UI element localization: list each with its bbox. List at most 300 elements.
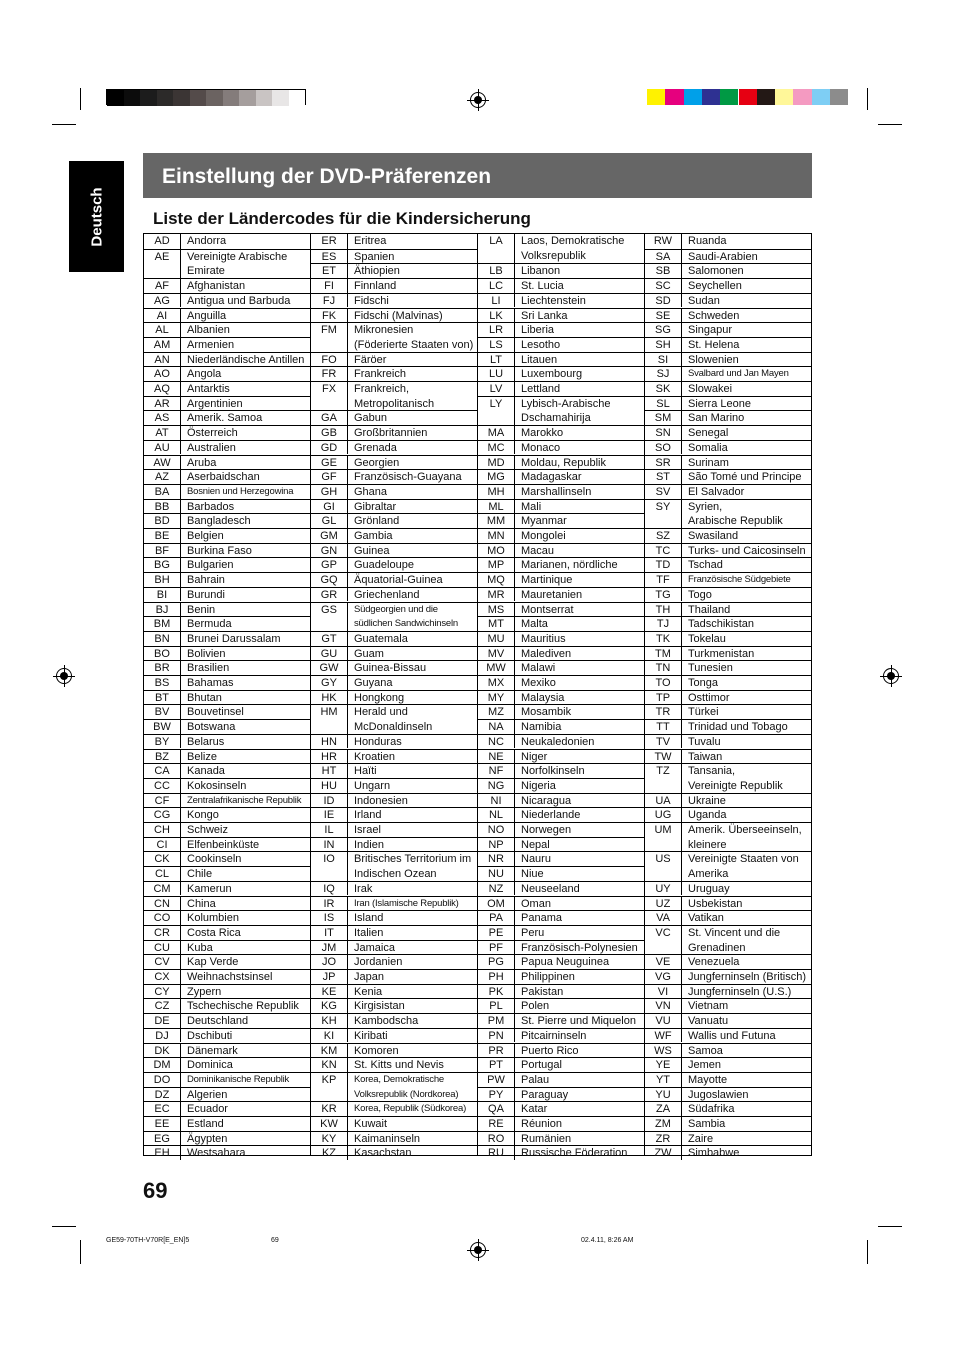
country-row [645, 675, 811, 690]
cell-divider [347, 779, 348, 793]
calibration-swatch [157, 90, 174, 106]
country-code: MD [487, 456, 505, 469]
country-name: Kenia [354, 985, 383, 998]
country-name: Somalia [688, 441, 728, 454]
country-code: NF [488, 765, 504, 778]
country-name: Ägypten [187, 1132, 228, 1145]
cell-divider [347, 632, 348, 646]
calibration-swatch [140, 90, 157, 106]
cell-divider [180, 985, 181, 999]
country-code: SA [655, 250, 671, 263]
cell-divider [347, 852, 348, 880]
country-name: Cookinseln [187, 853, 242, 866]
country-name: São Tomé und Principe [688, 471, 802, 484]
calibration-swatch [256, 90, 273, 106]
cell-divider [180, 573, 181, 587]
country-row [645, 719, 811, 734]
cell-divider [180, 808, 181, 822]
cell-divider [681, 705, 682, 719]
country-code: OM [487, 897, 505, 910]
country-code: GU [320, 647, 338, 660]
country-name: Mayotte [688, 1073, 728, 1086]
cell-divider [681, 882, 682, 896]
cell-divider [180, 999, 181, 1013]
country-code: SC [655, 280, 671, 293]
country-code: CK [154, 853, 170, 866]
country-name: Pitcairninseln [521, 1029, 587, 1042]
calibration-swatch [206, 90, 223, 106]
country-name: Bosnien und Herzegowina [187, 485, 294, 497]
cell-divider [514, 1088, 515, 1102]
country-row [311, 513, 477, 528]
crop-mark [52, 124, 76, 125]
country-name: Burkina Faso [187, 544, 252, 557]
cell-divider [180, 676, 181, 690]
country-name: Rumänien [521, 1132, 572, 1145]
country-row [144, 896, 310, 911]
calibration-swatch [124, 90, 141, 106]
country-row [311, 1116, 477, 1131]
country-name: Grenadinen [688, 941, 746, 954]
cell-divider [347, 882, 348, 896]
country-name: Ungarn [354, 779, 391, 792]
cell-divider [180, 470, 181, 484]
country-code: BO [154, 647, 170, 660]
country-row [478, 925, 644, 940]
cell-divider [180, 441, 181, 455]
country-code: FX [321, 383, 337, 395]
cell-divider [347, 367, 348, 381]
cell-divider [180, 779, 181, 793]
country-row [478, 1043, 644, 1058]
country-code: BI [156, 588, 168, 601]
cell-divider [180, 1044, 181, 1058]
country-name: Volksrepublik (Nordkorea) [354, 1088, 459, 1100]
country-code: BJ [155, 603, 169, 616]
country-name: Hongkong [354, 691, 405, 704]
cell-divider [681, 691, 682, 705]
cell-divider [180, 485, 181, 499]
country-row [478, 293, 644, 308]
country-code: CO [153, 912, 171, 925]
country-code: PY [488, 1088, 504, 1101]
country-name: Bahamas [187, 677, 234, 689]
country-name: Kambodscha [354, 1015, 419, 1028]
cell-divider [347, 426, 348, 440]
country-code: BG [154, 559, 170, 572]
country-row [478, 278, 644, 293]
country-name: Svalbard und Jan Mayen [688, 368, 789, 380]
country-row [645, 749, 811, 764]
country-code: FK [321, 309, 337, 322]
country-row [311, 910, 477, 925]
country-code: MY [487, 691, 505, 704]
country-row [311, 807, 477, 822]
country-row [144, 499, 310, 514]
country-code: HK [321, 691, 337, 704]
country-code: MM [486, 515, 506, 528]
country-name: Niederländische Antillen [187, 353, 305, 366]
calibration-swatch [190, 90, 207, 106]
country-name: (Föderierte Staaten von) [354, 338, 474, 351]
cell-divider [681, 603, 682, 617]
country-code: VI [657, 985, 669, 998]
country-name: Färöer [354, 353, 387, 366]
country-row [144, 543, 310, 558]
country-row [311, 896, 477, 911]
calibration-swatch [173, 90, 190, 106]
country-row [478, 234, 644, 263]
cell-divider [180, 838, 181, 852]
cell-divider [347, 794, 348, 808]
country-code: AG [154, 294, 170, 307]
country-name: Samoa [688, 1044, 723, 1057]
cell-divider [514, 367, 515, 381]
country-row [311, 278, 477, 293]
country-row [311, 646, 477, 661]
country-name: Bangladesch [187, 515, 251, 528]
cell-divider [514, 456, 515, 470]
country-name: Marianen, nördliche [521, 559, 618, 572]
calibration-swatch [239, 90, 256, 106]
country-name: Schweiz [187, 824, 228, 836]
country-row [645, 998, 811, 1013]
country-code: CM [153, 882, 171, 895]
cell-divider [347, 705, 348, 733]
country-row [311, 308, 477, 323]
cell-divider [514, 279, 515, 293]
country-name: Kiribati [354, 1029, 388, 1042]
country-name: Äthiopien [354, 265, 400, 278]
country-name: Korea, Republik (Südkorea) [354, 1103, 467, 1115]
country-name: Volksrepublik [521, 249, 586, 262]
country-row [478, 910, 644, 925]
cell-divider [347, 456, 348, 470]
country-code: BB [154, 500, 170, 513]
country-name: Kroatien [354, 750, 395, 763]
country-name: Vanuatu [688, 1015, 729, 1028]
country-code: WS [654, 1044, 672, 1057]
country-name: Elfenbeinküste [187, 838, 260, 851]
country-name: Guinea-Bissau [354, 662, 427, 675]
country-code: ET [321, 265, 337, 278]
country-row [645, 1043, 811, 1058]
country-row [645, 1072, 811, 1087]
country-code: CF [154, 794, 170, 807]
cell-divider [514, 500, 515, 514]
country-row [311, 690, 477, 705]
country-row [478, 793, 644, 808]
country-code: MS [487, 603, 505, 616]
country-code: FR [321, 368, 337, 381]
country-code: DM [153, 1059, 171, 1072]
country-name: Montserrat [521, 603, 574, 616]
country-code: SM [654, 412, 672, 425]
calibration-swatch [223, 90, 240, 106]
country-code: TM [655, 647, 671, 660]
country-name: kleinere [688, 838, 727, 851]
cell-divider [681, 985, 682, 999]
country-name: Tonga [688, 677, 718, 689]
footer-timestamp: 02.4.11, 8:26 AM [581, 1237, 634, 1244]
country-name: Norfolkinseln [521, 765, 585, 778]
country-row [144, 1101, 310, 1116]
country-code: MA [487, 427, 505, 440]
cell-divider [347, 985, 348, 999]
cell-divider [180, 1014, 181, 1028]
country-code: AQ [154, 383, 170, 395]
country-row [144, 969, 310, 984]
country-name: Syrien, [688, 500, 723, 513]
country-code: NE [488, 750, 504, 763]
cell-divider [681, 970, 682, 984]
cell-divider [514, 353, 515, 367]
country-name: Bahrain [187, 574, 225, 587]
calibration-swatch [272, 90, 289, 106]
country-code: VG [655, 971, 671, 983]
country-name: Antigua und Barbuda [187, 294, 291, 307]
cell-divider [514, 926, 515, 940]
cell-divider [681, 1102, 682, 1116]
cell-divider [180, 1088, 181, 1102]
country-code: FM [321, 324, 337, 337]
country-row [645, 1087, 811, 1102]
country-name: Britisches Territorium im [354, 853, 472, 866]
cell-divider [347, 999, 348, 1013]
country-code: CH [154, 824, 170, 836]
country-name: Irak [354, 882, 373, 895]
country-row [478, 896, 644, 911]
country-name: Israel [354, 824, 381, 836]
country-name: St. Vincent und die [688, 926, 781, 939]
cell-divider [681, 632, 682, 646]
country-name: Martinique [521, 574, 573, 587]
country-name: Bouvetinsel [187, 706, 244, 719]
country-code: KG [321, 1000, 337, 1013]
country-name: Brunei Darussalam [187, 632, 281, 645]
country-name: Französische Südgebiete [688, 574, 791, 586]
country-code: SO [655, 441, 671, 454]
country-code: GD [320, 441, 338, 454]
cell-divider [347, 544, 348, 558]
country-name: Vatikan [688, 912, 724, 925]
country-row [144, 1072, 310, 1087]
cell-divider [180, 1117, 181, 1131]
country-code: CY [154, 985, 170, 998]
country-row [144, 455, 310, 470]
country-row [311, 557, 477, 572]
cell-divider [180, 764, 181, 778]
country-code: NC [488, 735, 504, 748]
country-row [144, 572, 310, 587]
country-row [478, 1057, 644, 1072]
country-name: Französisch-Polynesien [521, 941, 638, 954]
country-code: GM [320, 530, 338, 542]
cell-divider [681, 1132, 682, 1146]
country-name: Trinidad und Tobago [688, 721, 788, 734]
cell-divider [514, 323, 515, 337]
country-row [645, 396, 811, 411]
country-row [645, 572, 811, 587]
cell-divider [347, 911, 348, 925]
country-name: Vietnam [688, 1000, 729, 1013]
country-name: Vereinigte Arabische [187, 250, 288, 263]
cell-divider [514, 632, 515, 646]
color-calibration-bar [647, 89, 848, 105]
cell-divider [180, 514, 181, 528]
country-code: BF [154, 544, 170, 557]
country-code: IE [323, 809, 335, 822]
cell-divider [514, 485, 515, 499]
country-code: GI [323, 500, 335, 513]
cell-divider [180, 382, 181, 396]
country-row [645, 1101, 811, 1116]
country-code: ZW [654, 1147, 672, 1160]
country-row [311, 410, 477, 425]
country-row [311, 234, 477, 249]
country-row [478, 557, 644, 572]
cell-divider [681, 823, 682, 851]
footer-doc-id: GE59-70TH-V70R[E_EN]5 [106, 1237, 190, 1244]
grayscale-calibration-bar [106, 89, 306, 105]
country-name: Jordanien [354, 956, 403, 969]
country-name: Gambia [354, 530, 393, 542]
country-name: Mauretanien [521, 588, 583, 601]
country-name: Sierra Leone [688, 397, 751, 410]
country-row [144, 440, 310, 455]
cell-divider [681, 647, 682, 661]
country-name: Burundi [187, 588, 225, 601]
country-row [645, 602, 811, 617]
cell-divider [514, 558, 515, 572]
country-code: UY [655, 882, 671, 895]
country-code: MR [487, 588, 505, 601]
country-name: St. Kitts und Nevis [354, 1059, 444, 1072]
country-name: Jemen [688, 1059, 722, 1072]
country-row [645, 469, 811, 484]
calibration-swatch [665, 89, 683, 105]
cell-divider [514, 470, 515, 484]
country-name: Singapur [688, 324, 733, 337]
country-row [144, 734, 310, 749]
cell-divider [347, 353, 348, 367]
cell-divider [347, 558, 348, 572]
country-name: südlichen Sandwichinseln [354, 618, 458, 630]
cell-divider [681, 323, 682, 337]
country-name: Oman [521, 897, 551, 910]
country-name: Jamaica [354, 941, 395, 954]
country-code: TO [655, 677, 671, 689]
cell-divider [347, 1146, 348, 1160]
country-name: Kap Verde [187, 956, 239, 969]
country-name: Senegal [688, 427, 729, 440]
country-row [645, 440, 811, 455]
country-code: GP [321, 559, 337, 572]
country-name: Iran (Islamische Republik) [354, 897, 459, 909]
country-code: YE [655, 1059, 671, 1072]
country-name: Kirgisistan [354, 1000, 405, 1013]
country-row [478, 308, 644, 323]
cell-divider [180, 411, 181, 425]
cell-divider [180, 1102, 181, 1116]
country-row [144, 793, 310, 808]
cell-divider [514, 1102, 515, 1116]
country-code: SH [655, 338, 671, 351]
country-name: Albanien [187, 324, 230, 337]
cell-divider [347, 529, 348, 543]
country-name: Polen [521, 1000, 550, 1013]
cell-divider [681, 1088, 682, 1102]
country-code: GL [321, 515, 337, 528]
cell-divider [514, 529, 515, 543]
country-row [478, 969, 644, 984]
country-code: HU [321, 779, 337, 792]
country-name: Norwegen [521, 824, 572, 836]
country-name: Italien [354, 926, 384, 939]
cell-divider [514, 294, 515, 308]
calibration-swatch [289, 90, 306, 106]
country-row [311, 1131, 477, 1146]
country-code: HR [321, 750, 337, 763]
cell-divider [180, 661, 181, 675]
country-row [478, 998, 644, 1013]
country-name: Liechtenstein [521, 294, 586, 307]
calibration-swatch [812, 89, 830, 105]
country-name: Mauritius [521, 632, 566, 645]
cell-divider [514, 338, 515, 352]
country-name: Pakistan [521, 985, 564, 998]
country-code: ST [655, 471, 671, 484]
country-code: IN [323, 838, 335, 851]
cell-divider [180, 250, 181, 278]
country-name: Metropolitanisch [354, 397, 435, 410]
country-row [144, 587, 310, 602]
cell-divider [681, 367, 682, 381]
cell-divider [681, 911, 682, 925]
country-row [478, 513, 644, 528]
cell-divider [180, 1029, 181, 1043]
country-row [645, 954, 811, 969]
country-name: Philippinen [521, 971, 575, 983]
country-name: Neuseeland [521, 882, 580, 895]
cell-divider [681, 250, 682, 264]
cell-divider [347, 661, 348, 675]
country-name: Amerik. Überseeinseln, [688, 824, 802, 836]
country-code: IQ [323, 882, 335, 895]
cell-divider [347, 823, 348, 837]
country-name: Mongolei [521, 530, 566, 542]
country-name: Kuwait [354, 1118, 388, 1130]
country-code: HM [320, 706, 338, 719]
cell-divider [681, 470, 682, 484]
country-row [478, 352, 644, 367]
country-code: CA [154, 765, 170, 778]
country-code: SN [655, 427, 671, 440]
country-code: SL [656, 397, 670, 410]
country-row [478, 851, 644, 866]
country-row [144, 719, 310, 734]
country-name: Belize [187, 750, 217, 763]
country-name: Indien [354, 838, 384, 851]
country-code: PW [487, 1073, 505, 1086]
country-code: PE [488, 926, 504, 939]
crop-mark [80, 88, 81, 110]
country-row [645, 543, 811, 558]
country-code: TN [655, 662, 671, 675]
country-name: Paraguay [521, 1088, 569, 1101]
country-name: Mikronesien [354, 324, 414, 337]
country-name: Costa Rica [187, 926, 241, 939]
